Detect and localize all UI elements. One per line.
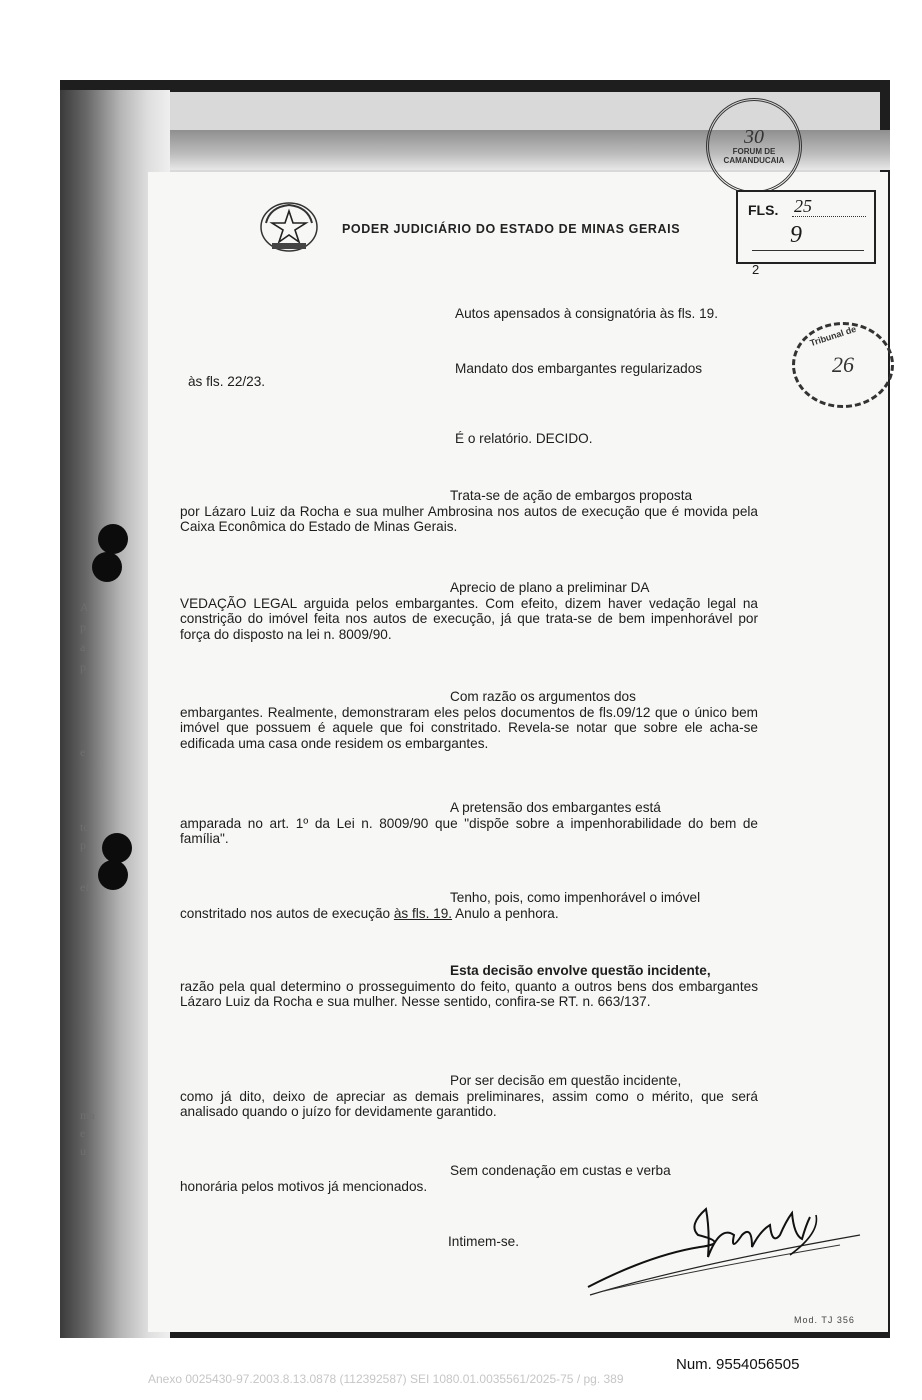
coat-of-arms-icon	[258, 197, 320, 255]
paragraph-decisao	[180, 963, 758, 1010]
margin-fragment: ma	[80, 1108, 95, 1122]
paragraph-body: razão pela qual determino o prosseguimento do feito, quanto a outros bens dos embargantes Lázaro Luiz da Rocha e sua mulher. Nesse sentido, confira-se RT. n. 663/137.	[180, 978, 758, 1009]
annex-footer: Anexo 0025430-97.2003.8.13.0878 (112392587) SEI 1080.01.0035561/2025-75 / pg. 389	[148, 1372, 624, 1386]
stamp-text: Tribunal de	[808, 323, 858, 349]
paragraph-lead: A pretensão dos embargantes está	[450, 800, 661, 815]
fls-label: FLS.	[748, 202, 779, 218]
document-number: Num. 9554056505	[676, 1356, 800, 1373]
paragraph-body: Anulo a penhora.	[452, 905, 559, 921]
fls-box	[736, 190, 876, 264]
paragraph-lead: Trata-se de ação de embargos proposta	[450, 488, 693, 503]
stamp-handwritten-number: 30	[744, 126, 764, 148]
paragraph-body: constritado nos autos de execução	[180, 905, 394, 921]
tribunal-stamp	[792, 322, 894, 408]
paragraph-body: por Lázaro Luiz da Rocha e sua mulher Ambrosina nos autos de execução que é movida pela Caixa Econômica do Estado de Minas Gerais.	[180, 503, 758, 534]
paragraph-apensados: Autos apensados à consignatória às fls. 19.	[455, 306, 718, 321]
fls-rule	[752, 250, 864, 251]
paragraph-body: amparada no art. 1º da Lei n. 8009/90 que "dispõe sobre a impenhorabilidade do bem de família".	[180, 815, 758, 846]
paragraph-com-razao	[180, 689, 758, 751]
paragraph-relatorio: É o relatório. DECIDO.	[455, 431, 593, 446]
paragraph-body: como já dito, deixo de apreciar as demais preliminares, assim como o mérito, que será analisado quando o juízo for devidamente garantido.	[180, 1088, 758, 1119]
form-code: Mod. TJ 356	[794, 1315, 855, 1325]
paragraph-lead: Sem condenação em custas e verba	[450, 1163, 671, 1178]
paragraph-pretensao	[180, 800, 758, 847]
page-number: 2	[752, 262, 760, 277]
institution-header: PODER JUDICIÁRIO DO ESTADO DE MINAS GERAIS	[342, 222, 681, 236]
paragraph-lead: Por ser decisão em questão incidente,	[450, 1073, 682, 1088]
paragraph-por-ser	[180, 1073, 758, 1120]
margin-fragment: e	[80, 1126, 86, 1140]
paragraph-tenho	[180, 890, 758, 921]
margin-fragment: A	[80, 600, 89, 614]
paragraph-sem-condenacao	[180, 1163, 758, 1194]
paragraph-body: honorária pelos motivos já mencionados.	[180, 1178, 428, 1194]
margin-fragment: p	[80, 660, 86, 674]
punch-hole	[98, 860, 128, 890]
paragraph-lead: Com razão os argumentos dos	[450, 689, 636, 704]
fls-handwritten-number: 25	[794, 196, 812, 216]
judge-signature	[580, 1195, 870, 1305]
paragraph-aprecio	[180, 580, 758, 642]
margin-fragment: u	[80, 1144, 86, 1158]
paragraph-body: VEDAÇÃO LEGAL arguida pelos embargantes. Com efeito, dizem haver vedação legal na constrição do imóvel feita nos autos de execução, já que trata-se de bem impenhorável por força do disposto na lei n. 8009/90.	[180, 595, 758, 642]
forum-stamp	[706, 98, 802, 194]
margin-fragment: p	[80, 838, 86, 852]
margin-fragment: tc	[80, 820, 89, 834]
paragraph-lead: Aprecio de plano a preliminar DA	[450, 580, 650, 595]
paragraph-lead: Esta decisão envolve questão incidente,	[450, 963, 711, 978]
paragraph-mandato-rest: às fls. 22/23.	[188, 374, 266, 389]
margin-fragment: p	[80, 620, 86, 634]
stamp-text: FORUM DE CAMANDUCAIA	[723, 147, 785, 165]
paragraph-underlined-ref: às fls. 19.	[393, 905, 453, 921]
paragraph-intimem-se: Intimem-se.	[448, 1234, 520, 1249]
margin-fragment: e	[80, 745, 86, 759]
paragraph-body: embargantes. Realmente, demonstraram eles pelos documentos de fls.09/12 que o único bem imóvel que possuem é aquele que foi constritado. Revela-se notar que sobre ele acha-se edificada uma casa onde residem os embargantes.	[180, 704, 758, 751]
stamp-handwritten-number: 26	[832, 352, 854, 377]
margin-fragment: a	[80, 640, 86, 654]
margin-fragment: ef	[80, 880, 90, 894]
punch-hole	[98, 524, 128, 554]
fls-dotted-line	[792, 216, 866, 217]
punch-hole	[102, 833, 132, 863]
document-sheet	[148, 172, 888, 1332]
paragraph-trata-se	[180, 488, 758, 535]
paragraph-lead: Tenho, pois, como impenhorável o imóvel	[450, 890, 701, 905]
fls-handwritten-mark: 9	[790, 222, 802, 248]
paragraph-mandato-lead: Mandato dos embargantes regularizados	[455, 361, 703, 376]
punch-hole	[92, 552, 122, 582]
